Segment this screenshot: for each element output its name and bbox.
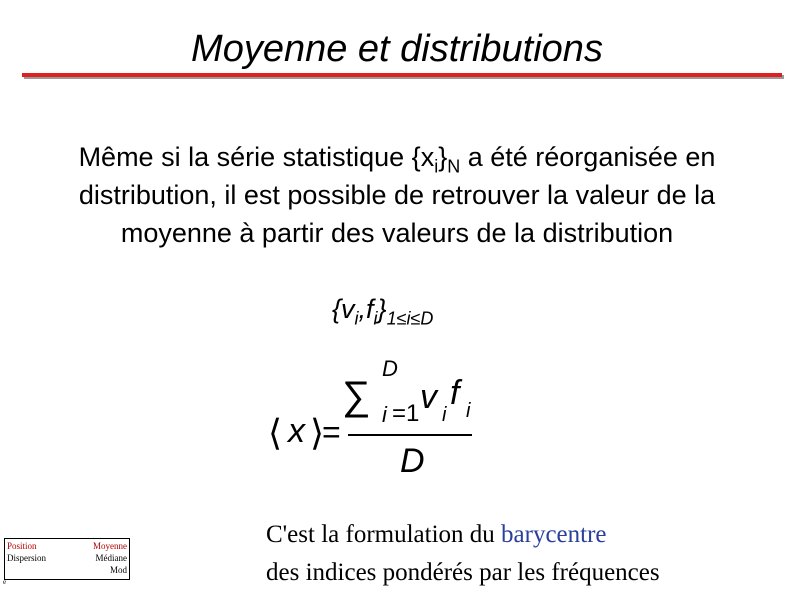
sigma-symbol: ∑ (342, 374, 371, 418)
left-angle-bracket: ⟨ (268, 412, 283, 453)
slide-title: Moyenne et distributions (191, 28, 603, 70)
sum-index: i (382, 402, 387, 427)
sum-upper-limit: D (382, 356, 398, 381)
denominator-D: D (400, 442, 425, 480)
note-line-1-text: C'est la formulation du (266, 521, 502, 548)
equals-sign: = (322, 414, 341, 450)
para-sub-n: N (447, 156, 461, 177)
para-sub-i: i (434, 156, 439, 177)
barycentre-link[interactable]: barycentre (501, 521, 607, 548)
navigation-thumbnail[interactable] (4, 538, 130, 580)
dist-sub-2: i (373, 308, 378, 329)
thumb-mediane: Médiane (95, 553, 127, 563)
thumb-position: Position (7, 541, 37, 551)
distribution-notation (332, 294, 434, 329)
dist-close: } (377, 294, 387, 324)
mean-x: x (288, 412, 305, 450)
note-line-2: des indices pondérés par les fréquences (266, 559, 660, 586)
right-angle-bracket: ⟩ (310, 412, 325, 453)
body-paragraph (40, 138, 754, 252)
dist-comma: ,f (358, 294, 374, 324)
thumb-dispersion: Dispersion (7, 553, 46, 563)
barycentre-note (266, 516, 786, 592)
thumb-corner-mark: e (3, 578, 7, 586)
dist-open: {v (332, 294, 355, 324)
para-part-1: Même si la série statistique {x (78, 142, 435, 172)
para-part-3: a été réorganisée en distribution, il est possible de retrouver la valeur de la moyenne à partir des valeurs de la distribution (78, 142, 716, 248)
fraction-bar (348, 434, 472, 436)
value-v: v (420, 378, 437, 416)
thumb-moyenne: Moyenne (93, 541, 127, 551)
note-line-1 (266, 516, 786, 554)
dist-sub-1: i (354, 308, 359, 329)
value-v-subscript: i (442, 404, 447, 426)
thumb-mode: Mod (109, 565, 127, 575)
para-part-2: } (438, 142, 448, 172)
frequency-f-subscript: i (466, 400, 471, 422)
frequency-f: f (450, 374, 460, 412)
mean-formula (262, 350, 492, 490)
dist-range: 1≤i≤D (386, 308, 434, 329)
title-underline (22, 73, 782, 77)
sum-lower-limit: =1 (392, 400, 420, 427)
